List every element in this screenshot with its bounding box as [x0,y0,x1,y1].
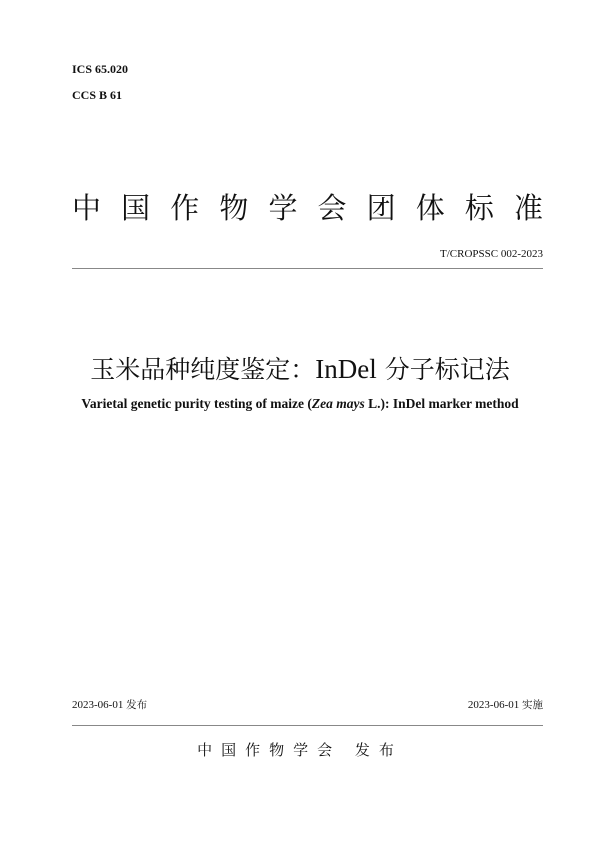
chinese-title-text: 玉米品种纯度鉴定： [90,355,316,384]
org-title-char: 准 [513,191,543,225]
chinese-title-latin: InDel [315,354,377,384]
issue-date-label: 发布 [126,699,148,711]
species-name: Zea mays [311,396,365,411]
issue-date-value: 2023-06-01 [72,699,124,711]
implementation-date-value: 2023-06-01 [467,699,520,711]
ccs-code: CCS B 61 [72,88,123,102]
org-title-char: 物 [219,191,249,225]
publisher-org: 中国作物学会 [197,741,342,759]
chinese-title [0,350,600,386]
org-title-char: 体 [415,191,445,225]
org-title-char: 学 [268,191,298,225]
org-standard-title [72,186,543,227]
org-title-char: 团 [366,191,396,225]
org-title-char: 中 [72,191,102,225]
org-title-char: 作 [170,191,200,225]
english-title-text-end: L.): InDel marker method [364,396,519,411]
top-divider [72,268,543,269]
bottom-divider [72,725,543,726]
org-title-char: 国 [121,191,151,225]
standard-number: T/CROPSSC 002-2023 [440,248,543,260]
implementation-date-label: 实施 [522,699,543,711]
publisher-label: 发布 [354,741,403,759]
implementation-date [468,697,543,712]
english-title-text: Varietal genetic purity testing of maize ( [81,396,312,411]
issue-date [72,697,147,712]
org-title-char: 会 [317,191,347,225]
ics-code: ICS 65.020 [72,62,129,76]
chinese-title-text-end: 分子标记法 [376,355,510,384]
org-title-char: 标 [464,191,494,225]
english-title [0,396,600,412]
publisher [0,739,600,760]
